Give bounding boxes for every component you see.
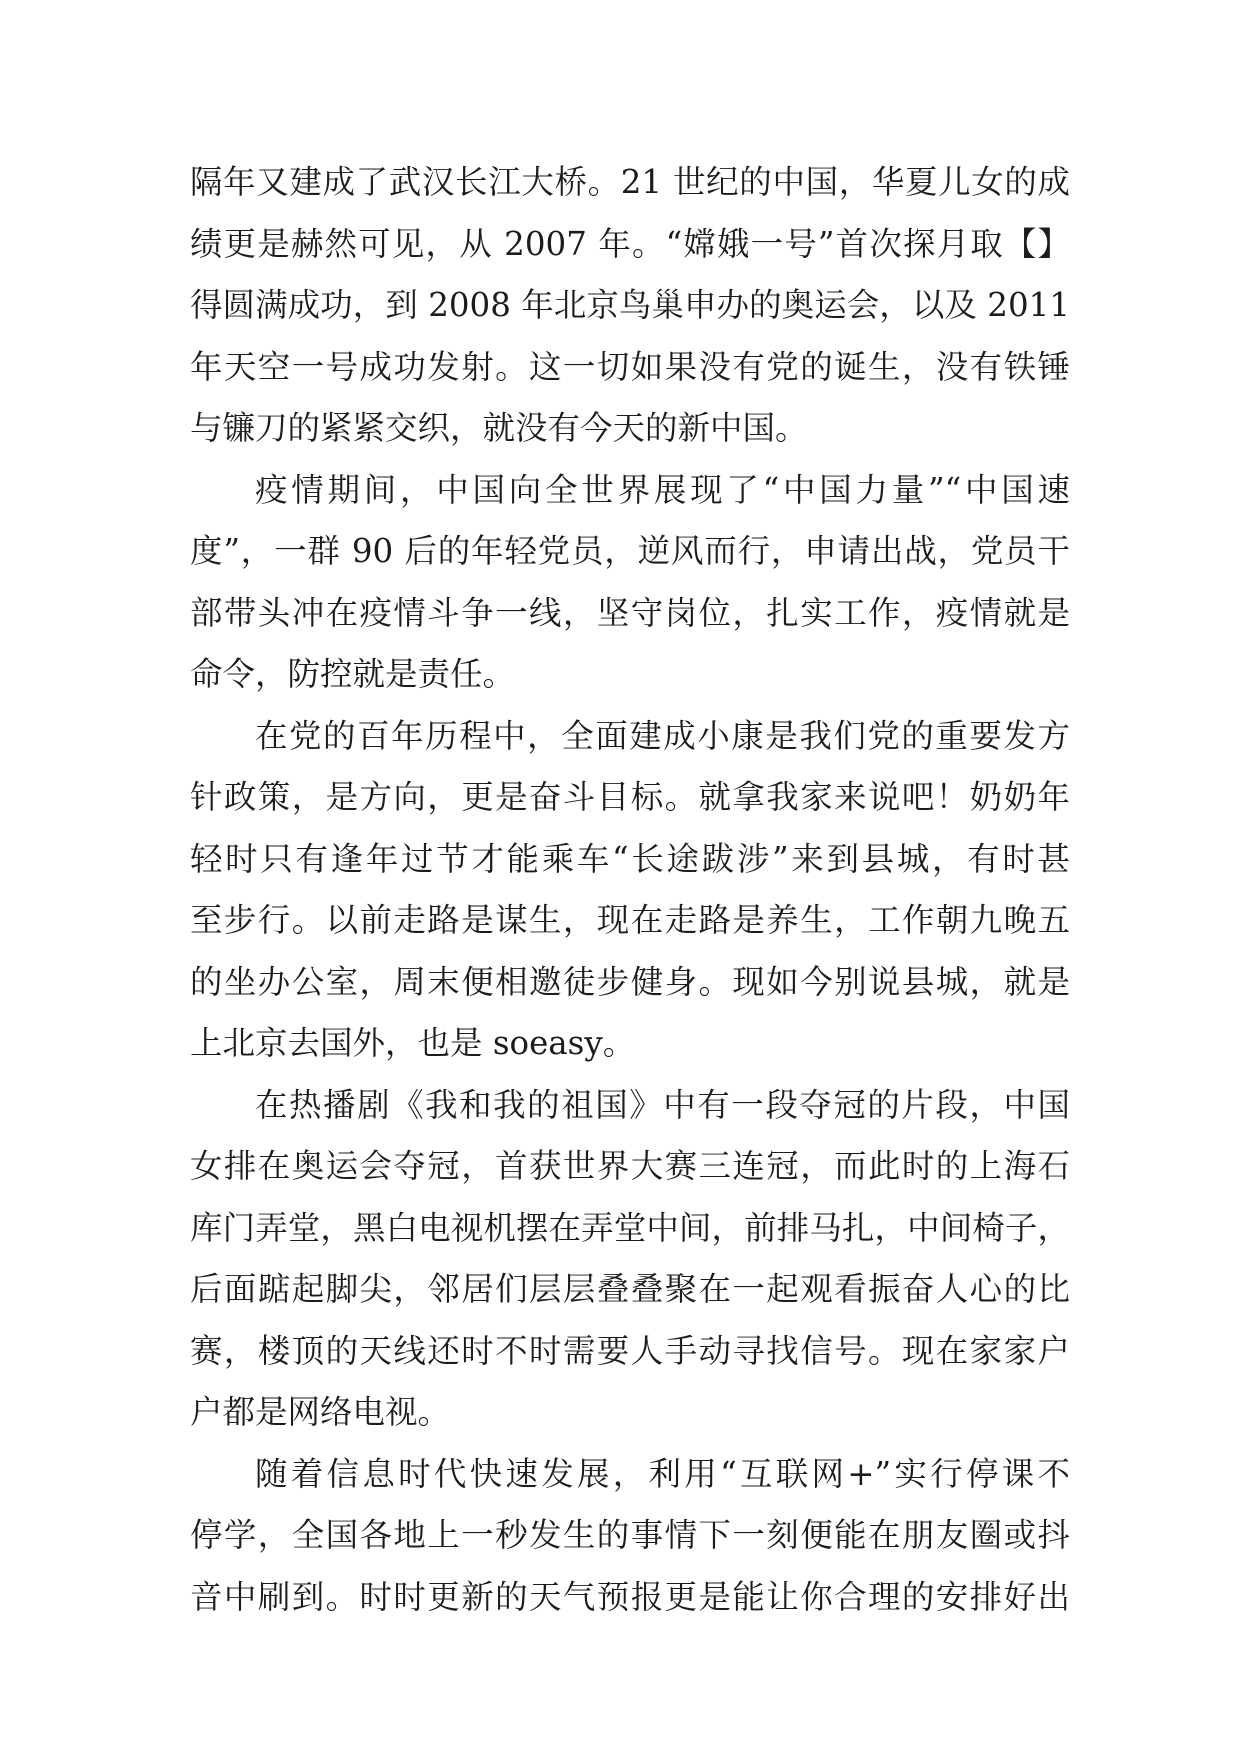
text-line: 部带头冲在疫情斗争一线，坚守岗位，扎实工作，疫情就是 — [190, 593, 1070, 632]
paragraph-first-line: 随着信息时代快速发展，利用“互联网+”实行停课不 — [255, 1454, 1070, 1493]
body-text — [190, 152, 1070, 1628]
text-line: 得圆满成功，到 2008 年北京鸟巢申办的奥运会，以及 2011 — [190, 286, 1070, 324]
paragraph-first-line: 在党的百年历程中，全面建成小康是我们党的重要发方 — [255, 716, 1070, 755]
text-line: 隔年又建成了武汉长江大桥。21 世纪的中国，华夏儿女的成 — [190, 163, 1070, 201]
text-line: 的坐办公室，周末便相邀徒步健身。现如今别说县城，就是 — [190, 962, 1070, 1001]
text-line: 停学，全国各地上一秒发生的事情下一刻便能在朋友圈或抖 — [190, 1516, 1070, 1554]
text-line: 至步行。以前走路是谋生，现在走路是养生，工作朝九晚五 — [190, 901, 1070, 939]
text-line: 年天空一号成功发射。这一切如果没有党的诞生，没有铁锤 — [190, 347, 1070, 386]
text-line: 户都是网络电视。 — [190, 1393, 451, 1431]
text-line: 库门弄堂，黑白电视机摆在弄堂中间，前排马扎，中间椅子， — [190, 1208, 1070, 1247]
paragraph-first-line: 疫情期间，中国向全世界展现了“中国力量”“中国速 — [255, 470, 1070, 509]
paragraph-first-line: 在热播剧《我和我的祖国》中有一段夺冠的片段，中国 — [255, 1085, 1070, 1124]
text-line: 度”，一群 90 后的年轻党员，逆风而行，申请出战，党员干 — [190, 532, 1070, 570]
text-line: 上北京去国外，也是 soeasy。 — [190, 1024, 636, 1062]
text-line: 与镰刀的紧紧交织，就没有今天的新中国。 — [190, 409, 808, 447]
text-line: 音中刷到。时时更新的天气预报更是能让你合理的安排好出 — [190, 1577, 1070, 1616]
text-line: 针政策，是方向，更是奋斗目标。就拿我家来说吧！奶奶年 — [190, 778, 1070, 816]
text-line: 绩更是赫然可见，从 2007 年。“嫦娥一号”首次探月取【】 — [190, 224, 1070, 263]
text-line: 赛，楼顶的天线还时不时需要人手动寻找信号。现在家家户 — [190, 1331, 1070, 1370]
text-line: 女排在奥运会夺冠，首获世界大赛三连冠，而此时的上海石 — [190, 1147, 1070, 1185]
text-line: 后面踮起脚尖，邻居们层层叠叠聚在一起观看振奋人心的比 — [190, 1270, 1070, 1308]
text-line: 命令，防控就是责任。 — [190, 655, 516, 693]
text-line: 轻时只有逢年过节才能乘车“长途跋涉”来到县城，有时甚 — [190, 839, 1070, 878]
